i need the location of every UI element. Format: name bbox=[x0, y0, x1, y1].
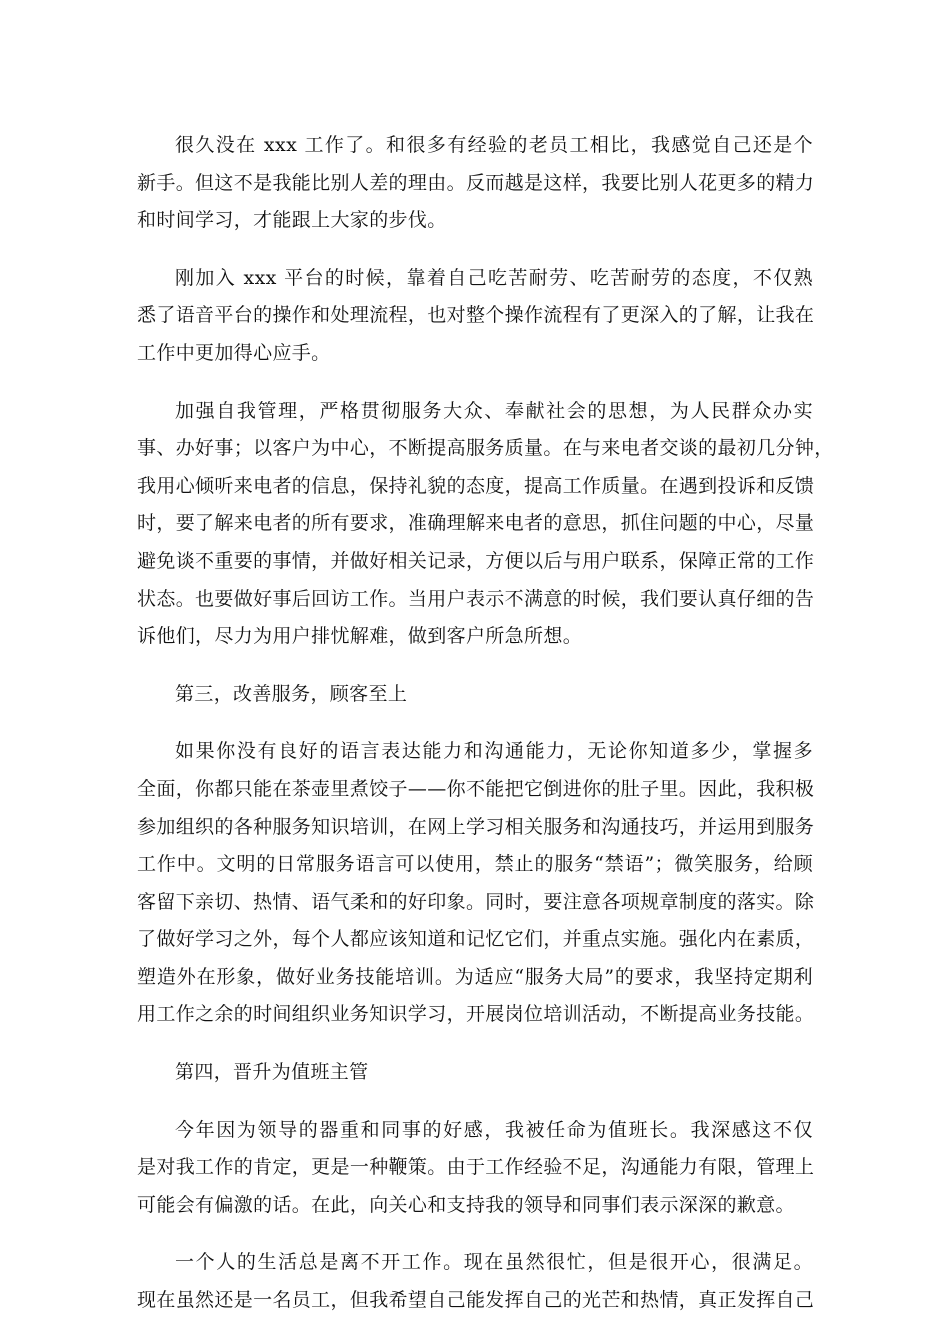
document-body bbox=[137, 127, 834, 1340]
text-line: 参加组织的各种服务知识培训，在网上学习相关服务和沟通技巧，并运用到服务 bbox=[137, 815, 815, 838]
text-line: 一个人的生活总是离不开工作。现在虽然很忙，但是很开心，很满足。 bbox=[175, 1251, 813, 1274]
paragraph-5 bbox=[137, 733, 813, 1034]
section-heading-third bbox=[137, 676, 813, 714]
text-line: 工作中更加得心应手。 bbox=[137, 341, 331, 364]
text-line: 加强自我管理，严格贯彻服务大众、奉献社会的思想，为人民群众办实 bbox=[175, 399, 813, 422]
section-heading: 第三，改善服务，顾客至上 bbox=[175, 682, 408, 705]
section-heading-fourth bbox=[137, 1054, 813, 1092]
text-line: 是对我工作的肯定，更是一种鞭策。由于工作经验不足，沟通能力有限，管理上 bbox=[137, 1156, 815, 1179]
text-line: 事、办好事；以客户为中心，不断提高服务质量。在与来电者交谈的最初几分钟， bbox=[137, 437, 834, 460]
text-line: 塑造外在形象，做好业务技能培训。为适应“服务大局”的要求，我坚持定期利 bbox=[137, 965, 813, 988]
text-line: 悉了语音平台的操作和处理流程，也对整个操作流程有了更深入的了解，让我在 bbox=[137, 304, 815, 327]
text-line: 避免谈不重要的事情，并做好相关记录，方便以后与用户联系，保障正常的工作 bbox=[137, 549, 815, 572]
text-line: 现在虽然还是一名员工，但我希望自己能发挥自己的光芒和热情，真正发挥自己 bbox=[137, 1289, 815, 1312]
text-line: 了做好学习之外，每个人都应该知道和记忆它们，并重点实施。强化内在素质， bbox=[137, 928, 815, 951]
text-line: 客留下亲切、热情、语气柔和的好印象。同时，要注意各项规章制度的落实。除 bbox=[137, 890, 815, 913]
text-line: 全面，你都只能在茶壶里煮饺子——你不能把它倒进你的肚子里。因此，我积极 bbox=[137, 777, 815, 800]
text-line: 工作中。文明的日常服务语言可以使用，禁止的服务“禁语”；微笑服务，给顾 bbox=[137, 853, 813, 876]
text-line: 诉他们，尽力为用户排忧解难，做到客户所急所想。 bbox=[137, 625, 583, 648]
paragraph-3 bbox=[137, 393, 834, 656]
text-line: 我用心倾听来电者的信息，保持礼貌的态度，提高工作质量。在遇到投诉和反馈 bbox=[137, 474, 815, 497]
paragraph-2 bbox=[137, 260, 813, 373]
text-line: 今年因为领导的器重和同事的好感，我被任命为值班长。我深感这不仅 bbox=[175, 1118, 813, 1141]
paragraph-7 bbox=[137, 1112, 813, 1225]
paragraph-8 bbox=[137, 1244, 813, 1319]
text-line: 和时间学习，才能跟上大家的步伐。 bbox=[137, 209, 447, 232]
text-line: 新手。但这不是我能比别人差的理由。反而越是这样，我要比别人花更多的精力 bbox=[137, 171, 815, 194]
paragraph-1 bbox=[137, 127, 813, 240]
text-line: 时，要了解来电者的所有要求，准确理解来电者的意思，抓住问题的中心，尽量 bbox=[137, 512, 815, 535]
text-line: 用工作之余的时间组织业务知识学习，开展岗位培训活动，不断提高业务技能。 bbox=[137, 1003, 815, 1026]
text-line: 状态。也要做好事后回访工作。当用户表示不满意的时候，我们要认真仔细的告 bbox=[137, 587, 815, 610]
text-line: 刚加入 xxx 平台的时候，靠着自己吃苦耐劳、吃苦耐劳的态度，不仅熟 bbox=[175, 266, 813, 289]
text-line: 如果你没有良好的语言表达能力和沟通能力，无论你知道多少，掌握多 bbox=[175, 740, 813, 763]
text-line: 很久没在 xxx 工作了。和很多有经验的老员工相比，我感觉自己还是个 bbox=[175, 134, 813, 156]
section-heading: 第四，晋升为值班主管 bbox=[175, 1061, 369, 1084]
text-line: 可能会有偏激的话。在此，向关心和支持我的领导和同事们表示深深的歉意。 bbox=[137, 1193, 795, 1216]
